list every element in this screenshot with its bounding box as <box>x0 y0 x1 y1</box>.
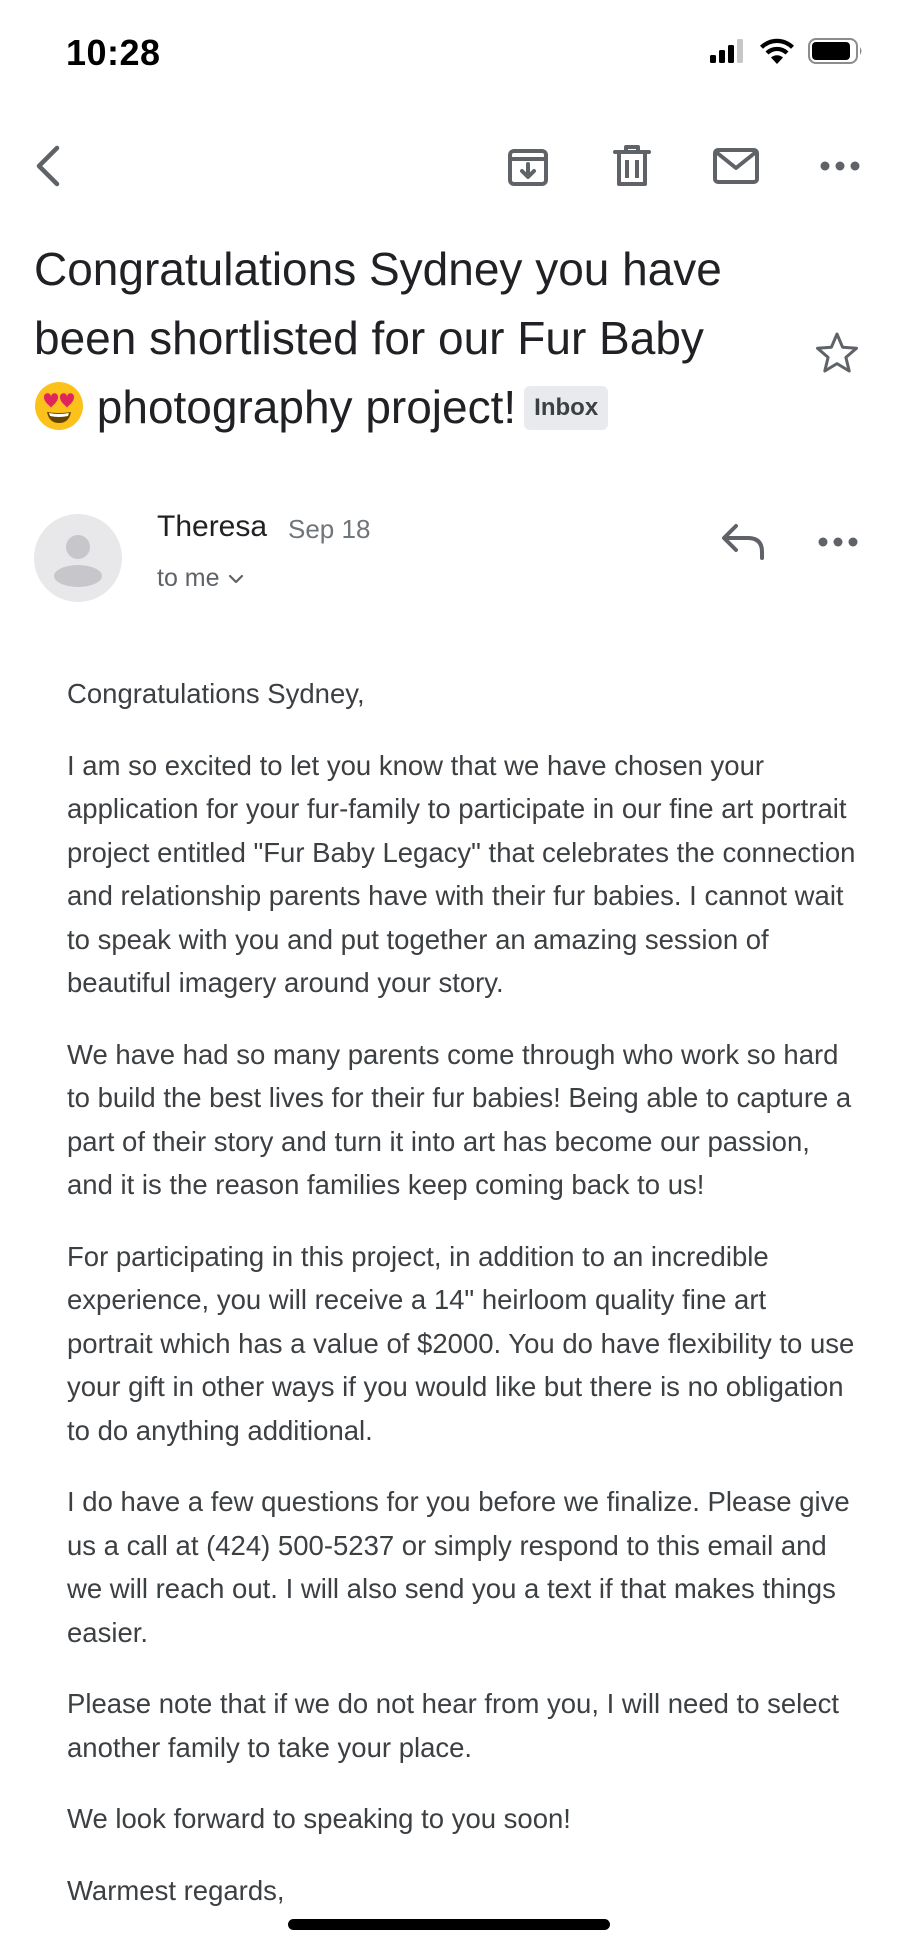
chevron-down-icon <box>228 574 244 584</box>
status-bar <box>0 0 900 110</box>
mark-unread-icon <box>712 147 760 185</box>
status-icons <box>710 38 864 64</box>
body-paragraph: I do have a few questions for you before we finalize. Please give us a call at (424) 500-5237 or simply respond to this email and we will reach out. I will also send you a text if that makes things easier. <box>67 1486 850 1648</box>
inbox-label-chip[interactable]: Inbox <box>524 386 608 430</box>
reply-icon <box>718 516 770 568</box>
battery-icon <box>808 38 864 64</box>
email-subject <box>34 235 814 442</box>
back-arrow-icon <box>31 144 65 188</box>
more-options-icon <box>812 516 864 568</box>
reply-button[interactable] <box>718 516 770 568</box>
body-paragraph: Warmest regards, <box>67 1874 285 1906</box>
body-paragraph: I am so excited to let you know that we have chosen your application for your fur-family to participate in our fine art portrait project entitled "Fur Baby Legacy" that celebrates the connection and relationship parents have with their fur babies. I cannot wait to speak with you and put together an amazing session of beautiful imagery around your story. <box>67 749 856 998</box>
archive-icon <box>506 144 550 188</box>
cellular-signal-icon <box>710 39 746 63</box>
body-paragraph: We look forward to speaking to you soon! <box>67 1803 571 1834</box>
wifi-icon <box>760 38 794 64</box>
trash-icon <box>612 144 652 188</box>
delete-button[interactable] <box>604 138 660 194</box>
message-more-button[interactable] <box>812 516 864 568</box>
status-time: 10:28 <box>66 32 161 73</box>
body-paragraph: Congratulations Sydney, <box>67 678 365 709</box>
sent-date: Sep 18 <box>288 514 371 544</box>
body-paragraph: For participating in this project, in addition to an incredible experience, you will receive a 14" heirloom quality fine art portrait which has a value of $2000. You do have flexibility to use your gift in other ways if you would like but there is no obligation to do anything additional. <box>67 1240 855 1446</box>
email-toolbar <box>0 130 900 200</box>
archive-button[interactable] <box>500 138 556 194</box>
mark-unread-button[interactable] <box>708 138 764 194</box>
person-icon <box>34 514 122 602</box>
more-options-button[interactable] <box>812 138 868 194</box>
star-icon <box>814 330 860 376</box>
heart-eyes-emoji-icon <box>34 381 84 431</box>
body-paragraph: We have had so many parents come through who work so hard to build the best lives for their fur babies! Being able to capture a part of their story and turn it into art has become our passion, and it is the reason families keep coming back to us! <box>67 1038 852 1200</box>
body-paragraph: Please note that if we do not hear from you, I will need to select another family to take your place. <box>67 1688 839 1763</box>
email-body <box>67 672 857 1940</box>
more-options-icon <box>820 160 860 172</box>
subject-text-end: photography project! <box>84 381 517 433</box>
back-button[interactable] <box>20 138 76 194</box>
star-button[interactable] <box>814 330 860 376</box>
home-indicator[interactable] <box>288 1919 610 1930</box>
recipient-details-toggle[interactable] <box>157 564 244 593</box>
recipient-label: to me <box>157 564 220 592</box>
sender-name: Theresa <box>157 510 268 543</box>
subject-text: Congratulations Sydney you have been shortlisted for our Fur Baby <box>34 243 722 364</box>
sender-avatar[interactable] <box>34 514 122 602</box>
